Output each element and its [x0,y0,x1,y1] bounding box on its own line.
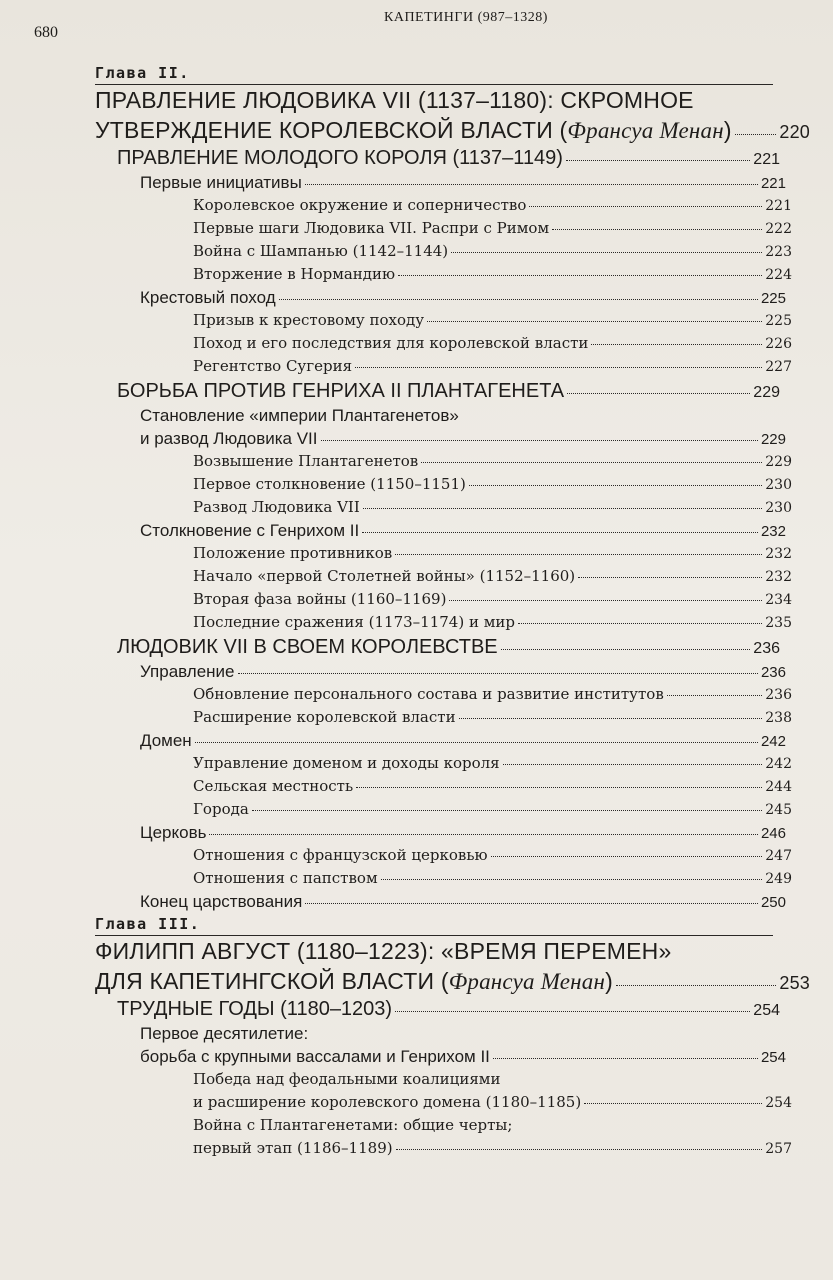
toc-entry-text: борьба с крупными вассалами и Генрихом II [140,1047,490,1066]
toc-entry-text: Города [193,800,249,818]
toc-entry [0,706,792,729]
toc-page-number: 220 [779,122,810,142]
toc-entry-text: Становление «империи Плантагенетов» [140,406,459,425]
toc-entry-text: Война с Шампанью (1142–1144) [193,242,449,260]
toc-entry-text: и расширение королевского домена (1180–1185) [193,1093,582,1111]
chapter-label: Глава III. [95,915,201,933]
toc-entry-text: ПРАВЛЕНИЕ МОЛОДОГО КОРОЛЯ (1137–1149) [117,147,563,169]
dot-leader [501,649,751,650]
toc-entry [0,729,786,752]
toc-entry-text: Первое десятилетие: [140,1024,309,1043]
dot-leader [305,184,758,185]
toc-entry-text: УТВЕРЖДЕНИЕ КОРОЛЕВСКОЙ ВЛАСТИ ( [95,117,568,143]
toc-entry-text: Столкновение с Генрихом II [140,521,360,540]
toc-page-number: 232 [765,569,792,585]
toc-entry [0,240,792,263]
table-of-contents [0,62,833,1160]
toc-entry-label [117,634,498,660]
toc-entry-label [193,240,448,263]
toc-entry [0,309,792,332]
chapter-title-line [0,115,810,145]
toc-entry [0,378,780,404]
toc-entry [0,496,792,519]
toc-entry-label [193,309,424,332]
dot-leader [451,252,762,253]
toc-page-number: 253 [779,973,810,993]
toc-entry-label [117,145,563,171]
toc-entry [0,996,780,1022]
dot-leader [321,440,758,441]
author-close: ) [605,968,613,994]
toc-entry-label [193,844,488,867]
toc-entry [0,634,780,660]
toc-entry [0,355,792,378]
toc-entry-text: Отношения с папством [193,869,378,887]
toc-entry-label [193,1091,581,1114]
toc-entry-label [193,496,360,519]
toc-page-number: 236 [765,687,792,703]
toc-entry [0,450,792,473]
toc-entry-label [117,996,392,1022]
toc-entry-label [140,890,302,913]
toc-entry [0,752,792,775]
toc-entry-label [140,427,318,450]
toc-page-number: 221 [765,198,792,214]
author-name: Франсуа Менан [448,969,606,994]
toc-page-number: 225 [760,290,786,307]
toc-page-number: 242 [760,733,786,750]
toc-entry-label [95,115,732,145]
toc-entry-label [193,611,515,634]
dot-leader [591,344,762,345]
toc-entry [0,821,786,844]
toc-page-number: 254 [753,1002,780,1019]
toc-page-number: 226 [765,336,792,352]
dot-leader [503,764,763,765]
toc-entry-text: Первые шаги Людовика VII. Распри с Римом [193,219,550,237]
toc-entry-label [193,752,500,775]
dot-leader [238,673,758,674]
toc-entry-text: Вторая фаза войны (1160–1169) [193,590,447,608]
toc-page-number: 247 [765,848,792,864]
dot-leader [529,206,762,207]
dot-leader [398,275,762,276]
dot-leader [566,160,750,161]
toc-entry-text: первый этап (1186–1189) [193,1139,393,1157]
toc-page-number: 223 [765,244,792,260]
toc-page-number: 229 [765,454,792,470]
toc-entry [0,519,786,542]
toc-page-number: 221 [760,175,786,192]
toc-entry-text: Призыв к крестовому походу [193,311,425,329]
toc-entry [0,1045,786,1068]
chapter-title-line [0,966,810,996]
chapter-heading [0,62,773,84]
toc-page-number: 230 [765,500,792,516]
toc-page-number: 222 [765,221,792,237]
toc-entry-label [95,936,671,966]
toc-entry [0,286,786,309]
dot-leader [381,879,763,880]
dot-leader [363,508,763,509]
dot-leader [567,393,750,394]
toc-entry-text: Церковь [140,823,207,842]
toc-entry-label [117,378,564,404]
toc-entry [0,1068,792,1091]
dot-leader [252,810,762,811]
toc-entry-text: ФИЛИПП АВГУСТ (1180–1223): «ВРЕМЯ ПЕРЕМЕН» [95,938,672,964]
dot-leader [459,718,763,719]
toc-entry-label [140,171,302,194]
toc-page-number: 235 [765,615,792,631]
toc-entry-text: Возвышение Плантагенетов [193,452,419,470]
toc-page-number: 242 [765,756,792,772]
toc-entry [0,1137,792,1160]
toc-entry-text: БОРЬБА ПРОТИВ ГЕНРИХА II ПЛАНТАГЕНЕТА [117,380,565,402]
toc-entry [0,683,792,706]
dot-leader [195,742,758,743]
toc-entry-label [140,660,235,683]
running-header: КАПЕТИНГИ (987–1328) [384,10,548,25]
chapter-title-line [0,85,810,115]
toc-entry-text: ЛЮДОВИК VII В СВОЕМ КОРОЛЕВСТВЕ [117,636,498,658]
toc-entry [0,1091,792,1114]
toc-entry [0,890,786,913]
toc-entry-text: Победа над феодальными коалициями [193,1070,501,1088]
toc-entry-text: Расширение королевской власти [193,708,456,726]
toc-entry-label [193,542,392,565]
dot-leader [209,834,758,835]
toc-page-number: 254 [765,1095,792,1111]
toc-page-number: 224 [765,267,792,283]
toc-entry-label [193,450,418,473]
toc-entry-label [193,867,378,890]
dot-leader [584,1103,762,1104]
toc-page-number: 232 [765,546,792,562]
dot-leader [518,623,762,624]
toc-entry-label [193,775,353,798]
toc-entry [0,1114,792,1137]
toc-entry-text: Первые инициативы [140,173,302,192]
toc-entry-text: Развод Людовика VII [193,498,360,516]
dot-leader [395,1011,750,1012]
toc-entry-label [193,683,664,706]
author-name: Франсуа Менан [567,118,724,143]
toc-entry [0,798,792,821]
toc-entry-text: Отношения с французской церковью [193,846,488,864]
dot-leader [552,229,762,230]
dot-leader [396,1149,763,1150]
dot-leader [493,1058,758,1059]
toc-entry-text: ТРУДНЫЕ ГОДЫ (1180–1203) [117,998,393,1020]
toc-entry-text: Конец царствования [140,892,303,911]
toc-entry-label [193,263,395,286]
toc-page-number: 238 [765,710,792,726]
page-number: 680 [34,24,58,41]
dot-leader [362,532,758,533]
toc-entry-text: Домен [140,731,192,750]
toc-entry [0,867,792,890]
toc-entry-text: Положение противников [193,544,393,562]
toc-entry-label [193,1068,500,1091]
toc-entry-label [140,1045,490,1068]
toc-page-number: 254 [760,1049,786,1066]
toc-entry [0,565,792,588]
toc-entry [0,427,786,450]
toc-entry-label [95,85,694,115]
toc-entry [0,171,786,194]
dot-leader [395,554,762,555]
toc-entry-label [193,706,456,729]
toc-entry [0,611,792,634]
toc-entry [0,217,792,240]
toc-page-number: 236 [760,664,786,681]
dot-leader [355,367,762,368]
toc-entry [0,542,792,565]
toc-entry [0,588,792,611]
toc-entry [0,263,792,286]
toc-entry [0,473,792,496]
toc-entry-text: Начало «первой Столетней войны» (1152–1160) [193,567,576,585]
toc-entry-label [193,332,588,355]
toc-page-number: 245 [765,802,792,818]
dot-leader [279,299,758,300]
toc-entry-text: Вторжение в Нормандию [193,265,396,283]
toc-page-number: 246 [760,825,786,842]
toc-page-number: 225 [765,313,792,329]
toc-page-number: 236 [753,640,780,657]
dot-leader [667,695,762,696]
dot-leader [421,462,762,463]
dot-leader [356,787,762,788]
toc-entry-label [140,404,459,427]
dot-leader [735,134,777,135]
toc-entry-text: Управление [140,662,235,681]
toc-entry [0,660,786,683]
dot-leader [449,600,762,601]
toc-entry-label [193,565,575,588]
toc-page-number: 249 [765,871,792,887]
toc-entry-label [193,798,249,821]
toc-entry-label [140,821,206,844]
toc-entry-text: ПРАВЛЕНИЕ ЛЮДОВИКА VII (1137–1180): СКРОМНОЕ [95,87,694,113]
toc-entry [0,1022,786,1045]
toc-entry-label [193,1114,512,1137]
toc-entry-text: Поход и его последствия для королевской власти [193,334,589,352]
chapter-label: Глава II. [95,64,190,82]
toc-entry [0,404,786,427]
toc-entry-text: Крестовый поход [140,288,276,307]
toc-entry-text: Королевское окружение и соперничество [193,196,527,214]
toc-entry-text: Регентство Сугерия [193,357,353,375]
toc-entry [0,332,792,355]
toc-entry-label [193,1137,393,1160]
toc-page-number: 232 [760,523,786,540]
dot-leader [616,985,776,986]
toc-page-number: 244 [765,779,792,795]
toc-entry [0,775,792,798]
dot-leader [578,577,762,578]
toc-page-number: 229 [753,384,780,401]
toc-entry-label [193,355,352,378]
toc-entry-label [193,473,466,496]
toc-entry-label [140,519,359,542]
chapter-heading [0,913,773,935]
toc-entry-text: Обновление персонального состава и развитие институтов [193,685,664,703]
toc-entry-text: Сельская местность [193,777,354,795]
dot-leader [491,856,763,857]
toc-entry-label [140,729,192,752]
toc-entry-text: и развод Людовика VII [140,429,318,448]
chapter-title-line [0,936,810,966]
toc-entry-label [193,588,446,611]
toc-page-number: 234 [765,592,792,608]
toc-entry-text: ДЛЯ КАПЕТИНГСКОЙ ВЛАСТИ ( [95,968,449,994]
toc-entry-label [193,217,549,240]
dot-leader [305,903,758,904]
toc-entry-text: Первое столкновение (1150–1151) [193,475,466,493]
toc-page-number: 250 [760,894,786,911]
toc-entry-label [140,286,276,309]
author-close: ) [723,117,732,143]
toc-entry-text: Война с Плантагенетами: общие черты; [193,1116,513,1134]
toc-entry-label [193,194,526,217]
toc-page-number: 230 [765,477,792,493]
toc-page-number: 257 [765,1141,792,1157]
dot-leader [427,321,762,322]
toc-entry-label [95,966,613,996]
toc-page-number: 229 [760,431,786,448]
toc-entry-text: Последние сражения (1173–1174) и мир [193,613,515,631]
toc-entry [0,145,780,171]
toc-entry-label [140,1022,308,1045]
toc-entry [0,194,792,217]
toc-page-number: 221 [753,151,780,168]
toc-page-number: 227 [765,359,792,375]
toc-entry [0,844,792,867]
toc-entry-text: Управление доменом и доходы короля [193,754,500,772]
dot-leader [469,485,762,486]
